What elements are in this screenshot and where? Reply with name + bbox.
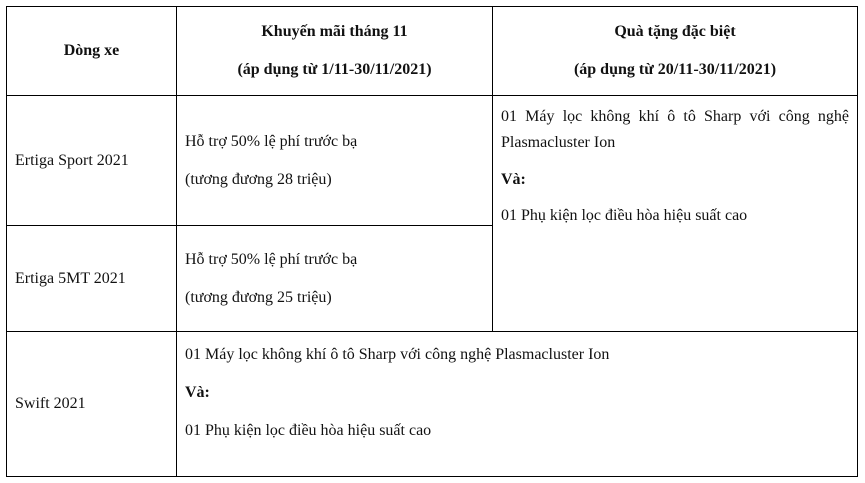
header-row [7,7,858,96]
model-cell [7,226,177,332]
gift-item-2: 01 Phụ kiện lọc điều hòa hiệu suất cao [501,207,748,224]
promo-equivalent: (tương đương 28 triệu) [185,170,332,188]
promo-cell [177,226,493,332]
swift-gift-cell [177,332,858,477]
header-promo-title: Khuyến mãi tháng 11 [261,23,408,40]
header-gift [493,7,858,96]
promo-line: Hỗ trợ 50% lệ phí trước bạ [185,132,358,150]
promotion-table [6,6,858,477]
table-row [7,96,858,226]
promo-cell [177,96,493,226]
promo-line: Hỗ trợ 50% lệ phí trước bạ [185,250,358,268]
gift-and-label: Và: [185,384,210,401]
header-model [7,7,177,96]
model-cell [7,96,177,226]
gift-item-1: 01 Máy lọc không khí ô tô Sharp với công nghệ Plasmacluster Ion [501,108,849,151]
promo-equivalent: (tương đương 25 triệu) [185,288,332,306]
header-gift-period: (áp dụng từ 20/11-30/11/2021) [573,61,777,78]
model-cell [7,332,177,477]
gift-cell-ertiga [493,96,858,332]
model-name: Ertiga Sport 2021 [15,151,129,169]
gift-and-label: Và: [501,171,526,188]
model-name: Swift 2021 [15,395,86,412]
gift-item-1: 01 Máy lọc không khí ô tô Sharp với công nghệ Plasmacluster Ion [185,346,610,363]
header-model-label: Dòng xe [63,42,120,59]
table-row [7,332,858,477]
header-promo [177,7,493,96]
gift-item-2: 01 Phụ kiện lọc điều hòa hiệu suất cao [185,422,432,439]
model-name: Ertiga 5MT 2021 [15,269,126,287]
header-promo-period: (áp dụng từ 1/11-30/11/2021) [237,61,432,78]
header-gift-title: Quà tặng đặc biệt [614,23,736,40]
